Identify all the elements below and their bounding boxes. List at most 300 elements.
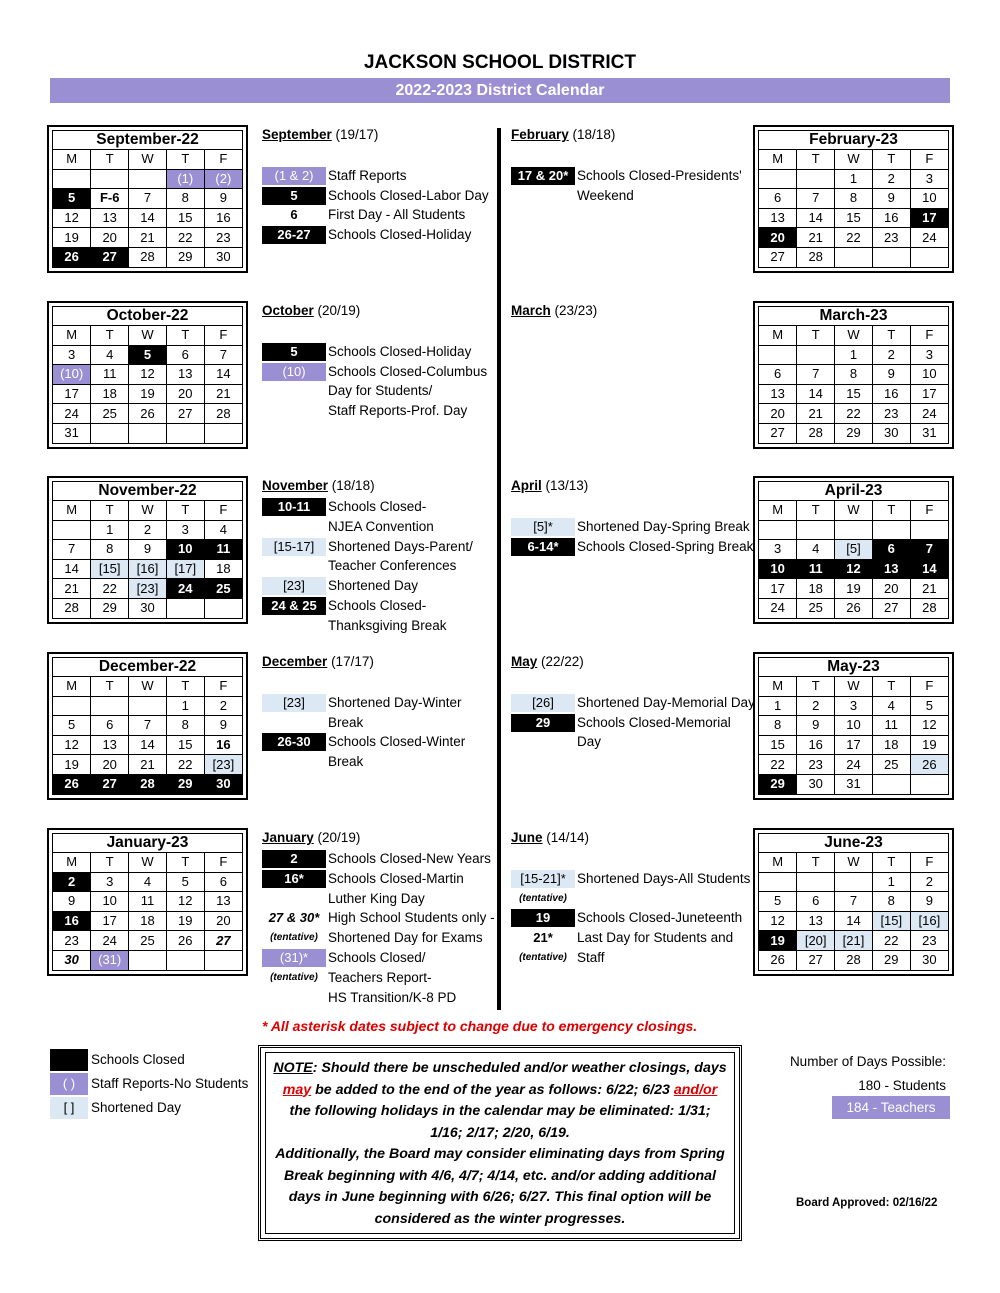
event-description: Schools Closed-New Years [328, 851, 491, 866]
event-date [262, 323, 326, 341]
event-date [511, 187, 575, 205]
event-description: Staff [577, 949, 605, 965]
month-title: February-23 [759, 131, 948, 150]
event-description: Break [328, 754, 364, 770]
event-description: Shortened Day for Exams [328, 930, 483, 946]
day-cell: 5 [759, 892, 797, 912]
day-cell: 23 [204, 228, 242, 248]
month-name: November [262, 478, 329, 493]
month-name: January [262, 830, 314, 845]
event-description: High School Students only - [328, 910, 495, 926]
day-cell [129, 696, 167, 716]
event-row [262, 343, 472, 363]
day-cell: 28 [129, 247, 167, 266]
legend-shortened-label: Shortened Day [91, 1100, 182, 1115]
day-cell: 2 [872, 345, 910, 365]
month-title: November-22 [53, 482, 242, 501]
month-name: June [511, 830, 543, 845]
weekday-header: M [759, 677, 797, 696]
month-events-heading [262, 654, 374, 674]
day-count: (14/14) [546, 830, 590, 845]
event-description: Shortened Day [328, 578, 419, 594]
event-row [262, 890, 425, 910]
day-cell: 14 [797, 208, 835, 228]
event-date: 10-11 [262, 498, 326, 516]
event-row [511, 167, 742, 187]
month-events-heading [511, 654, 584, 674]
weekday-header: W [835, 853, 873, 872]
day-cell: 26 [166, 931, 204, 951]
days-possible-label: Number of Days Possible: [789, 1054, 946, 1069]
event-row [262, 850, 491, 870]
day-cell: 31 [835, 774, 873, 793]
event-row [511, 147, 615, 167]
event-date: 16* [262, 870, 326, 888]
weekday-header: W [129, 677, 167, 696]
day-cell: 13 [204, 892, 242, 912]
weekday-header: M [53, 677, 91, 696]
day-cell: 16 [204, 735, 242, 755]
day-cell [204, 598, 242, 617]
event-row [511, 538, 754, 558]
weekday-header: W [835, 326, 873, 345]
weekday-header: W [129, 326, 167, 345]
event-date: (tentative) [519, 951, 567, 963]
event-description: Shortened Day-Memorial Day [577, 694, 755, 710]
day-cell: 7 [53, 540, 91, 560]
day-cell [759, 169, 797, 189]
event-row [262, 617, 447, 637]
day-cell: 20 [166, 384, 204, 404]
day-cell: 16 [53, 911, 91, 931]
board-approved: Board Approved: 02/16/22 [796, 1197, 938, 1209]
weekday-header: F [910, 677, 948, 696]
day-cell: 22 [835, 404, 873, 424]
day-cell: [5] [835, 540, 873, 560]
day-cell: 18 [204, 559, 242, 579]
day-cell: 12 [129, 365, 167, 385]
day-cell: 1 [166, 696, 204, 716]
event-row [511, 694, 755, 714]
event-date: (tentative) [270, 971, 318, 983]
day-cell: 3 [835, 696, 873, 716]
day-cell: 22 [872, 931, 910, 951]
day-cell: 14 [204, 365, 242, 385]
day-cell: 26 [129, 404, 167, 424]
day-cell: 26 [835, 598, 873, 617]
day-cell: 4 [872, 696, 910, 716]
day-cell: 14 [129, 208, 167, 228]
event-date: (1 & 2) [262, 167, 326, 185]
event-description: Schools Closed-Holiday [328, 343, 472, 359]
event-date: [26] [511, 694, 575, 712]
day-cell [759, 872, 797, 892]
day-cell: 8 [872, 892, 910, 912]
event-description: Schools Closed/ [328, 949, 426, 965]
event-description: Shortened Day-Winter [328, 694, 462, 710]
weekday-header: M [759, 326, 797, 345]
month-events-heading [262, 830, 360, 850]
day-cell: 18 [872, 735, 910, 755]
day-cell: 13 [91, 735, 129, 755]
event-row [511, 674, 584, 694]
event-row [262, 323, 360, 343]
day-cell: [20] [797, 931, 835, 951]
weekday-header: F [204, 150, 242, 169]
note-andor: and/or [673, 1081, 718, 1098]
day-cell: [23] [129, 579, 167, 599]
day-cell: 22 [166, 755, 204, 775]
note-line-7: days in June beginning with 6/26; 6/27. This final option will be [288, 1189, 712, 1205]
weekday-header: T [166, 853, 204, 872]
event-date: 5 [262, 343, 326, 361]
day-cell: 30 [53, 950, 91, 969]
event-row [511, 498, 588, 518]
day-cell: 12 [53, 735, 91, 755]
day-count: (22/22) [541, 654, 584, 669]
events-december [262, 654, 466, 773]
day-cell: 4 [204, 520, 242, 540]
event-row [511, 518, 750, 538]
day-cell: 19 [129, 384, 167, 404]
event-row [262, 206, 466, 226]
day-cell: 13 [91, 208, 129, 228]
day-count: (19/17) [335, 127, 379, 142]
day-cell: 11 [91, 365, 129, 385]
event-description: Luther King Day [328, 890, 425, 906]
weekday-header: T [797, 853, 835, 872]
day-cell: 28 [797, 423, 835, 442]
day-cell: 10 [910, 365, 948, 385]
legend-shortened-swatch: [ ] [50, 1097, 88, 1119]
event-date: (10) [262, 363, 326, 381]
month-title: May-23 [759, 658, 948, 677]
event-date [511, 147, 575, 165]
day-cell: 11 [797, 559, 835, 579]
weekday-header: T [166, 677, 204, 696]
calendar-september [47, 125, 248, 273]
day-cell: 20 [91, 228, 129, 248]
day-cell: 26 [53, 247, 91, 266]
month-name: September [262, 127, 332, 142]
day-cell: F-6 [91, 189, 129, 209]
weekday-header: T [166, 501, 204, 520]
event-row [511, 949, 605, 969]
day-cell: 7 [835, 892, 873, 912]
day-cell [835, 520, 873, 540]
day-cell [53, 169, 91, 189]
weekday-header: M [53, 150, 91, 169]
event-row [511, 909, 743, 929]
day-cell: 3 [91, 872, 129, 892]
day-cell: 23 [910, 931, 948, 951]
legend-closed-swatch [50, 1049, 88, 1071]
day-cell: 29 [166, 774, 204, 793]
day-cell: 11 [204, 540, 242, 560]
day-cell: 27 [797, 950, 835, 969]
day-cell: 28 [53, 598, 91, 617]
day-cell [797, 345, 835, 365]
weekday-header: M [53, 326, 91, 345]
event-description: Staff Reports [328, 167, 407, 183]
day-cell: 12 [166, 892, 204, 912]
day-cell [797, 520, 835, 540]
event-date: 5 [262, 187, 326, 205]
event-row [511, 187, 634, 207]
center-divider [497, 128, 501, 1010]
day-cell: 25 [129, 931, 167, 951]
weekday-header: W [129, 853, 167, 872]
day-cell: 22 [166, 228, 204, 248]
day-cell [204, 423, 242, 442]
day-cell: 20 [872, 579, 910, 599]
event-description: Teacher Conferences [328, 558, 457, 574]
event-date: (31)* [262, 949, 326, 967]
event-description: HS Transition/K-8 PD [328, 989, 457, 1005]
day-cell: 12 [53, 208, 91, 228]
month-events-heading [511, 127, 615, 147]
day-cell: 26 [759, 950, 797, 969]
weekday-header: T [91, 677, 129, 696]
day-cell: 13 [759, 208, 797, 228]
day-cell: 28 [797, 247, 835, 266]
day-cell: 7 [910, 540, 948, 560]
weekday-header: W [835, 677, 873, 696]
day-cell: [23] [204, 755, 242, 775]
day-cell: 31 [53, 423, 91, 442]
weekday-header: T [91, 326, 129, 345]
day-cell: 15 [166, 735, 204, 755]
day-cell: 13 [759, 384, 797, 404]
event-row [262, 167, 407, 187]
day-cell: 5 [53, 716, 91, 736]
day-cell [53, 696, 91, 716]
event-description: Break [328, 714, 364, 730]
calendar-june [753, 828, 954, 976]
event-date: 24 & 25 [262, 597, 326, 615]
day-cell: 6 [797, 892, 835, 912]
event-date [262, 557, 326, 575]
event-date: 26-30 [262, 733, 326, 751]
event-description: Schools Closed- [328, 597, 427, 613]
event-date [262, 989, 326, 1007]
day-cell: 8 [166, 189, 204, 209]
note-line-1: : Should there be unscheduled and/or weather closings, days [312, 1060, 727, 1076]
day-cell: 6 [166, 345, 204, 365]
day-cell [166, 423, 204, 442]
day-cell: 21 [129, 755, 167, 775]
day-cell: 28 [204, 404, 242, 424]
day-cell [166, 598, 204, 617]
day-cell: 19 [53, 755, 91, 775]
days-students: 180 - Students [858, 1078, 946, 1093]
event-row [262, 969, 432, 989]
event-date: 26-27 [262, 226, 326, 244]
day-cell [872, 520, 910, 540]
day-cell: 2 [872, 169, 910, 189]
day-cell: 19 [835, 579, 873, 599]
day-cell [91, 696, 129, 716]
day-cell [91, 169, 129, 189]
day-cell: 7 [797, 189, 835, 209]
day-cell: 24 [166, 579, 204, 599]
event-row [262, 694, 462, 714]
day-cell: 7 [797, 365, 835, 385]
day-cell: 21 [53, 579, 91, 599]
event-date: 19 [511, 909, 575, 927]
event-row [262, 674, 374, 694]
event-date [262, 147, 326, 165]
day-cell: 9 [204, 716, 242, 736]
day-cell [872, 774, 910, 793]
day-cell: 9 [129, 540, 167, 560]
day-cell: 27 [759, 423, 797, 442]
event-row [262, 402, 468, 422]
month-events-heading [262, 303, 360, 323]
month-name: February [511, 127, 569, 142]
event-row [511, 714, 731, 734]
district-title: JACKSON SCHOOL DISTRICT [363, 52, 636, 73]
day-count: (17/17) [331, 654, 374, 669]
day-cell: 28 [910, 598, 948, 617]
day-cell: 19 [759, 931, 797, 951]
day-cell: 2 [129, 520, 167, 540]
day-cell [166, 950, 204, 969]
day-cell: 16 [797, 735, 835, 755]
day-cell: 17 [91, 911, 129, 931]
day-cell: 3 [759, 540, 797, 560]
weekday-header: T [797, 150, 835, 169]
day-cell: 25 [204, 579, 242, 599]
day-cell: (10) [53, 365, 91, 385]
day-cell: 21 [910, 579, 948, 599]
day-cell: 19 [53, 228, 91, 248]
event-row [262, 949, 426, 969]
day-cell: 14 [53, 559, 91, 579]
day-cell: 6 [91, 716, 129, 736]
day-count: (20/19) [317, 303, 361, 318]
event-description: Shortened Days-All Students [577, 870, 751, 886]
day-cell: 6 [759, 189, 797, 209]
event-row [262, 363, 488, 383]
day-cell: 6 [759, 365, 797, 385]
calendar-december [47, 652, 248, 800]
day-cell [759, 520, 797, 540]
day-count: (20/19) [317, 830, 361, 845]
day-cell: 11 [129, 892, 167, 912]
weekday-header: W [835, 150, 873, 169]
weekday-header: W [835, 501, 873, 520]
event-row [262, 226, 472, 246]
weekday-header: T [91, 853, 129, 872]
event-description: Schools Closed-Winter [328, 734, 466, 750]
day-cell: 15 [166, 208, 204, 228]
event-date: 21* [533, 930, 553, 946]
day-cell [910, 520, 948, 540]
event-date [262, 402, 326, 420]
day-cell: 18 [797, 579, 835, 599]
day-cell: 3 [910, 169, 948, 189]
note-line-3: the following holidays in the calendar may be eliminated: 1/31; [289, 1103, 711, 1119]
event-row [511, 890, 589, 910]
day-cell: 17 [835, 735, 873, 755]
day-cell: 18 [91, 384, 129, 404]
calendar-april [753, 476, 954, 624]
month-title: September-22 [53, 131, 242, 150]
day-cell: 10 [910, 189, 948, 209]
day-cell: 8 [759, 716, 797, 736]
day-cell: 2 [797, 696, 835, 716]
day-cell: 23 [797, 755, 835, 775]
day-cell: 29 [166, 247, 204, 266]
day-cell: 27 [91, 247, 129, 266]
note-line-6: Break beginning with 4/6, 4/7; 4/14, etc. and/or adding additional [283, 1167, 716, 1184]
event-date [262, 890, 326, 908]
day-cell: 2 [53, 872, 91, 892]
day-cell: 24 [53, 404, 91, 424]
day-cell [872, 247, 910, 266]
event-description: Day [577, 734, 602, 750]
event-date [262, 382, 326, 400]
day-cell: 14 [797, 384, 835, 404]
event-description: Day for Students/ [328, 383, 433, 399]
event-description: Schools Closed-Labor Day [328, 187, 489, 203]
event-description: Schools Closed-Columbus [328, 363, 488, 379]
day-cell: 15 [835, 208, 873, 228]
event-row [262, 989, 457, 1009]
month-events-heading [511, 830, 589, 850]
day-cell [910, 774, 948, 793]
day-cell: 24 [910, 228, 948, 248]
day-cell: 30 [872, 423, 910, 442]
event-row [262, 518, 434, 538]
day-cell: 31 [910, 423, 948, 442]
day-cell: 17 [53, 384, 91, 404]
day-cell [797, 169, 835, 189]
day-cell: 29 [835, 423, 873, 442]
day-cell: 1 [872, 872, 910, 892]
day-cell: [16] [129, 559, 167, 579]
month-title: June-23 [759, 834, 948, 853]
day-cell: 24 [759, 598, 797, 617]
event-date [511, 498, 575, 516]
day-cell: 10 [835, 716, 873, 736]
day-cell: 1 [835, 345, 873, 365]
event-row [262, 557, 457, 577]
day-cell: 15 [835, 384, 873, 404]
weekday-header: T [166, 326, 204, 345]
weekday-header: T [797, 501, 835, 520]
day-cell: 8 [166, 716, 204, 736]
day-cell: 25 [91, 404, 129, 424]
events-february [511, 127, 742, 206]
asterisk-note: * All asterisk dates subject to change due to emergency closings. [262, 1018, 698, 1034]
month-title: October-22 [53, 307, 242, 326]
event-row [262, 187, 489, 207]
event-date: (tentative) [270, 932, 318, 944]
weekday-header: F [204, 677, 242, 696]
day-cell: (2) [204, 169, 242, 189]
note-line-2: be added to the end of the year as follows: 6/22; 6/23 [311, 1081, 674, 1098]
day-cell: 24 [910, 404, 948, 424]
event-date: (tentative) [519, 892, 567, 904]
note-line-5: Additionally, the Board may consider eliminating days from Spring [275, 1146, 725, 1162]
day-cell: 29 [759, 774, 797, 793]
day-count: (23/23) [554, 303, 598, 318]
weekday-header: F [910, 501, 948, 520]
day-count: (13/13) [545, 478, 589, 493]
event-date: 6-14* [511, 538, 575, 556]
